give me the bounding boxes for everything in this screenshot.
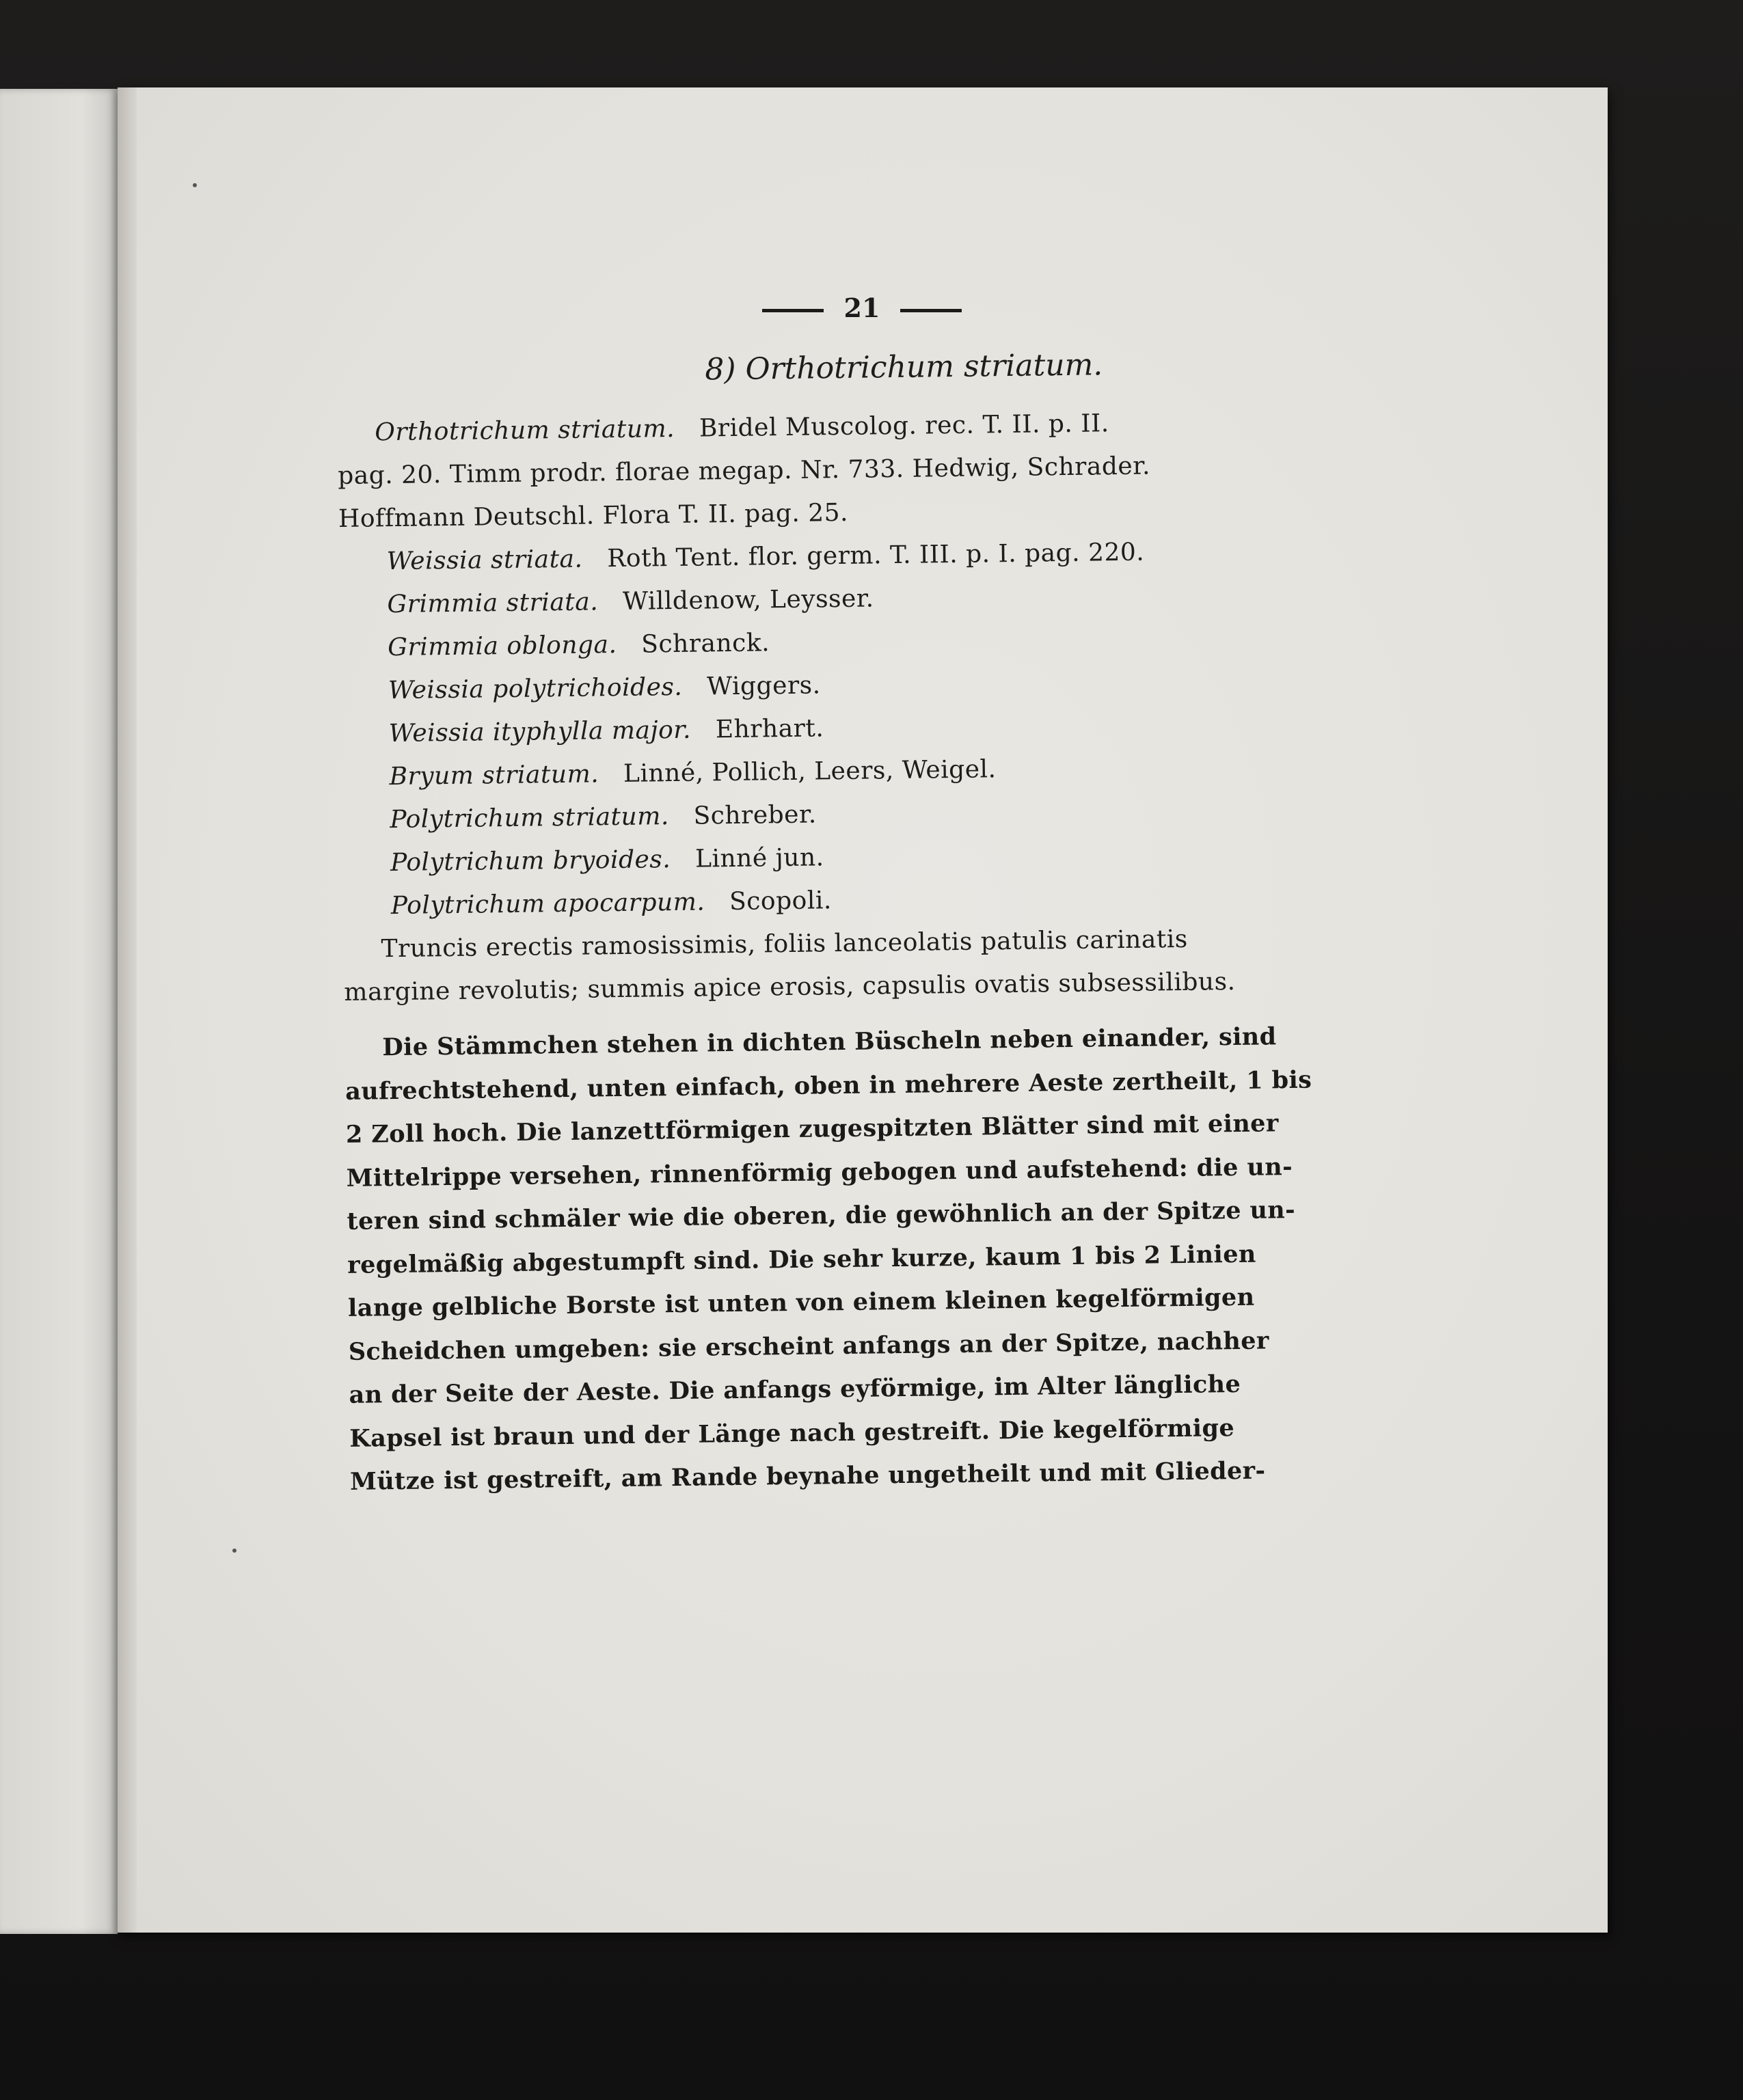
description-line: regelmäßig abgestumpft sind. Die sehr kurze, kaum 1 bis 2 Linien	[347, 1240, 1256, 1279]
synonym-name: Weissia ityphylla major.	[388, 715, 692, 748]
book-page	[118, 87, 1608, 1933]
synonym-name: Orthotrichum striatum.	[375, 414, 675, 447]
synonym-ref: Wiggers.	[706, 671, 821, 701]
head-rule-right	[900, 309, 962, 312]
head-rule-left	[762, 309, 824, 312]
synonym-name: Grimmia oblonga.	[388, 631, 617, 662]
paper-speck	[193, 183, 197, 187]
running-head	[117, 292, 1607, 323]
description-line: lange gelbliche Borste ist unten von einem kleinen kegelförmigen	[347, 1283, 1255, 1322]
synonym-ref: Roth Tent. flor. germ. T. III. p. I. pag. 220.	[607, 538, 1145, 573]
synonym-name: Weissia striata.	[386, 545, 583, 576]
description-line: Mittelrippe versehen, rinnenförmig gebogen und aufstehend: die un-	[346, 1152, 1293, 1192]
synonym-name: Polytrichum striatum.	[390, 802, 670, 834]
synonym-ref: Linné, Pollich, Leers, Weigel.	[623, 755, 997, 788]
synonym-ref: Scopoli.	[729, 886, 833, 916]
synonym-name: Polytrichum bryoides.	[390, 845, 671, 877]
synonym-name: Grimmia striata.	[387, 588, 599, 619]
description-line: an der Seite der Aeste. Die anfangs eyförmige, im Alter längliche	[349, 1369, 1241, 1409]
diagnosis-line: Truncis erectis ramosissimis, foliis lanceolatis patulis carinatis	[381, 925, 1189, 964]
synonym-name: Polytrichum apocarpum.	[390, 888, 705, 921]
heading-number: 8)	[705, 351, 736, 387]
synonym-ref: Willdenow, Leysser.	[622, 584, 874, 616]
facing-page-edge	[0, 89, 118, 1934]
synonym-ref: Schreber.	[693, 800, 817, 830]
description-line: aufrechtstehend, unten einfach, oben in mehrere Aeste zertheilt, 1 bis	[344, 1065, 1312, 1106]
description-line: 2 Zoll hoch. Die lanzettförmigen zugespitzten Blätter sind mit einer	[345, 1109, 1279, 1149]
page-number: 21	[843, 292, 880, 323]
description-line: Die Stämmchen stehen in dichten Büscheln neben einander, sind	[382, 1022, 1277, 1062]
text-block	[336, 341, 1403, 1503]
description-line: teren sind schmäler wie die oberen, die gewöhnlich an der Spitze un-	[347, 1195, 1296, 1236]
synonym-ref: pag. 20. Timm prodr. florae megap. Nr. 733. Hedwig, Schrader.	[337, 452, 1151, 490]
synonym-name: Bryum striatum.	[389, 760, 599, 791]
page-gutter	[118, 87, 137, 1933]
diagnosis-line: margine revolutis; summis apice erosis, capsulis ovatis subsessilibus.	[344, 967, 1236, 1007]
description-line: Scheidchen umgeben: sie erscheint anfangs an der Spitze, nachher	[348, 1326, 1269, 1366]
species-heading	[418, 341, 1390, 394]
synonym-ref: Schranck.	[641, 629, 770, 659]
synonym-ref: Ehrhart.	[715, 714, 824, 744]
description-line: Mütze ist gestreift, am Rande beynahe ungetheilt und mit Glieder-	[349, 1456, 1266, 1496]
synonym-ref: Hoffmann Deutschl. Flora T. II. pag. 25.	[338, 498, 849, 533]
synonym-name: Weissia polytrichoides.	[388, 672, 683, 705]
description-line: Kapsel ist braun und der Länge nach gestreift. Die kegelförmige	[349, 1413, 1235, 1453]
synonym-ref: Linné jun.	[694, 843, 824, 873]
synonym-ref: Bridel Muscolog. rec. T. II. p. II.	[699, 409, 1109, 443]
heading-title: Orthotrichum striatum.	[745, 347, 1103, 387]
paper-speck	[232, 1549, 237, 1553]
